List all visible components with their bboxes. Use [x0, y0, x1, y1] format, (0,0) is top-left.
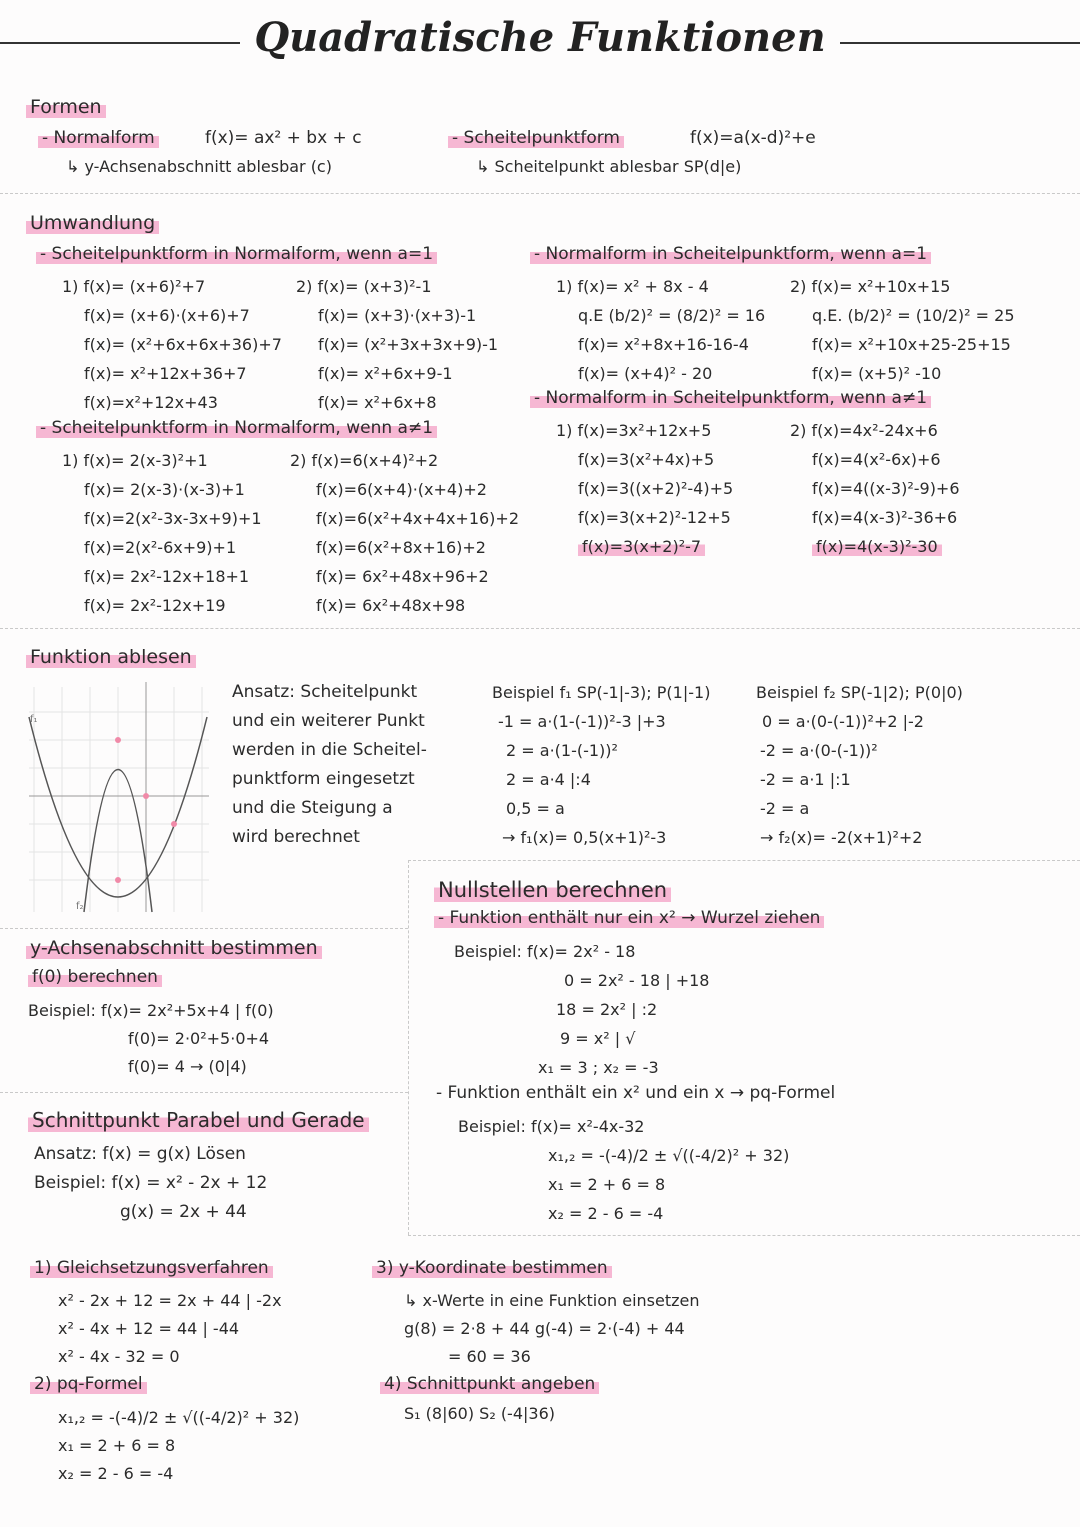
schnitt-heading: Schnittpunkt Parabel und Gerade: [28, 1108, 369, 1132]
umwandlung-sub-3: - Normalform in Scheitelpunktform, wenn a=1: [530, 244, 931, 264]
umwandlung-example-3: 1) f(x)= 2(x-3)²+1 f(x)= 2(x-3)·(x-3)+1 f(x)=2(x²-3x-3x+9)+1 f(x)=2(x²-6x+9)+1 f(x)= 2x²-12x+18+1 f(x)= 2x²-12x+19: [62, 451, 262, 615]
point-f1: [171, 821, 177, 827]
vertex-f1: [115, 877, 121, 883]
divider: [408, 860, 409, 1235]
yachse-heading: y-Achsenabschnitt bestimmen: [26, 937, 322, 959]
step-3-heading: 3) y-Koordinate bestimmen: [372, 1258, 612, 1278]
yachse-sub: f(0) berechnen: [28, 967, 162, 987]
umwandlung-example-4: 2) f(x)=6(x+4)²+2 f(x)=6(x+4)·(x+4)+2 f(x)=6(x²+4x+4x+16)+2 f(x)=6(x²+8x+16)+2 f(x)= 6x²+48x+96+2 f(x)= 6x²+48x+98: [290, 451, 519, 615]
divider: [0, 628, 1080, 629]
umwandlung-example-8: 2) f(x)=4x²-24x+6 f(x)=4(x²-6x)+6 f(x)=4((x-3)²-9)+6 f(x)=4(x-3)²-36+6 f(x)=4(x-3)²-30: [790, 421, 960, 556]
normalform-label: - Normalform: [38, 128, 159, 148]
umwandlung-example-2: 2) f(x)= (x+3)²-1 f(x)= (x+3)·(x+3)-1 f(x)= (x²+3x+3x+9)-1 f(x)= x²+6x+9-1 f(x)= x²+6x+8: [296, 277, 499, 412]
nullstellen-sub-1: - Funktion enthält nur ein x² → Wurzel ziehen: [434, 908, 824, 928]
umwandlung-example-7: 1) f(x)=3x²+12x+5 f(x)=3(x²+4x)+5 f(x)=3((x+2)²-4)+5 f(x)=3(x+2)²-12+5 f(x)=3(x+2)²-7: [556, 421, 734, 556]
umwandlung-heading: Umwandlung: [26, 212, 159, 234]
divider: [0, 193, 1080, 194]
scheitelform-formula: f(x)=a(x-d)²+e: [690, 128, 816, 148]
step-4-heading: 4) Schnittpunkt angeben: [380, 1374, 599, 1394]
umwandlung-example-6: 2) f(x)= x²+10x+15 q.E. (b/2)² = (10/2)² = 25 f(x)= x²+10x+25-25+15 f(x)= (x+5)² -10: [790, 277, 1015, 383]
yachse-example: Beispiel: f(x)= 2x²+5x+4 | f(0) f(0)= 2·0²+5·0+4 f(0)= 4 → (0|4): [28, 1001, 274, 1076]
divider: [408, 1235, 1080, 1236]
nullstellen-example-2: Beispiel: f(x)= x²-4x-32 x₁,₂ = -(-4)/2 ± √((-4/2)² + 32) x₁ = 2 + 6 = 8 x₂ = 2 - 6 = -4: [458, 1117, 790, 1223]
ablesen-heading: Funktion ablesen: [26, 646, 196, 668]
divider: [0, 928, 408, 929]
point-origin: [143, 793, 149, 799]
scheitelform-label: - Scheitelpunktform: [448, 128, 624, 148]
step-4-body: S₁ (8|60) S₂ (-4|36): [404, 1404, 555, 1423]
umwandlung-example-5: 1) f(x)= x² + 8x - 4 q.E (b/2)² = (8/2)² = 16 f(x)= x²+8x+16-16-4 f(x)= (x+4)² - 20: [556, 277, 766, 383]
normalform-formula: f(x)= ax² + bx + c: [205, 128, 362, 148]
ablesen-example-f2: Beispiel f₂ SP(-1|2); P(0|0) 0 = a·(0-(-1))²+2 |-2 -2 = a·(0-(-1))² -2 = a·1 |:1 -2 = a → f₂(x)= -2(x+1)²+2: [756, 683, 963, 847]
ablesen-example-f1: Beispiel f₁ SP(-1|-3); P(1|-1) -1 = a·(1-(-1))²-3 |+3 2 = a·(1-(-1))² 2 = a·4 |:4 0,5 = a → f₁(x)= 0,5(x+1)²-3: [492, 683, 711, 847]
step-1-heading: 1) Gleichsetzungsverfahren: [30, 1258, 273, 1278]
formen-heading: Formen: [26, 96, 106, 118]
nullstellen-example-1: Beispiel: f(x)= 2x² - 18 0 = 2x² - 18 | +18 18 = 2x² | :2 9 = x² | √ x₁ = 3 ; x₂ = -3: [454, 942, 710, 1077]
nullstellen-heading: Nullstellen berechnen: [434, 878, 671, 902]
umwandlung-example-1: 1) f(x)= (x+6)²+7 f(x)= (x+6)·(x+6)+7 f(x)= (x²+6x+6x+36)+7 f(x)= x²+12x+36+7 f(x)=x²+12x+43: [62, 277, 282, 412]
graph-label-f1: f₁: [30, 714, 38, 725]
step-3-body: ↳ x-Werte in eine Funktion einsetzen g(8) = 2·8 + 44 g(-4) = 2·(-4) + 44 = 60 = 36: [404, 1291, 700, 1366]
vertex-f2: [115, 737, 121, 743]
umwandlung-sub-2: - Scheitelpunktform in Normalform, wenn a≠1: [36, 418, 437, 438]
schnitt-ansatz: Ansatz: f(x) = g(x) Lösen Beispiel: f(x) = x² - 2x + 12 g(x) = 2x + 44: [34, 1144, 268, 1222]
divider: [408, 860, 1080, 861]
ablesen-ansatz: Ansatz: Scheitelpunkt und ein weiterer Punkt werden in die Scheitel- punktform eingesetzt und die Steigung a wird berechnet: [232, 682, 427, 847]
page-title: Quadratische Funktionen: [0, 14, 1080, 61]
umwandlung-sub-4: - Normalform in Scheitelpunktform, wenn a≠1: [530, 388, 931, 408]
umwandlung-sub-1: - Scheitelpunktform in Normalform, wenn a=1: [36, 244, 437, 264]
nullstellen-sub-2: - Funktion enthält ein x² und ein x → pq-Formel: [436, 1083, 836, 1103]
parabola-graph: [24, 677, 214, 917]
step-1-body: x² - 2x + 12 = 2x + 44 | -2x x² - 4x + 12 = 44 | -44 x² - 4x - 32 = 0: [58, 1291, 282, 1366]
step-2-body: x₁,₂ = -(-4)/2 ± √((-4/2)² + 32) x₁ = 2 + 6 = 8 x₂ = 2 - 6 = -4: [58, 1408, 300, 1483]
normalform-note: ↳ y-Achsenabschnitt ablesbar (c): [66, 157, 332, 176]
step-2-heading: 2) pq-Formel: [30, 1374, 147, 1394]
graph-label-f2: f₂: [76, 901, 84, 912]
scheitelform-note: ↳ Scheitelpunkt ablesbar SP(d|e): [476, 157, 742, 176]
divider: [0, 1092, 408, 1093]
